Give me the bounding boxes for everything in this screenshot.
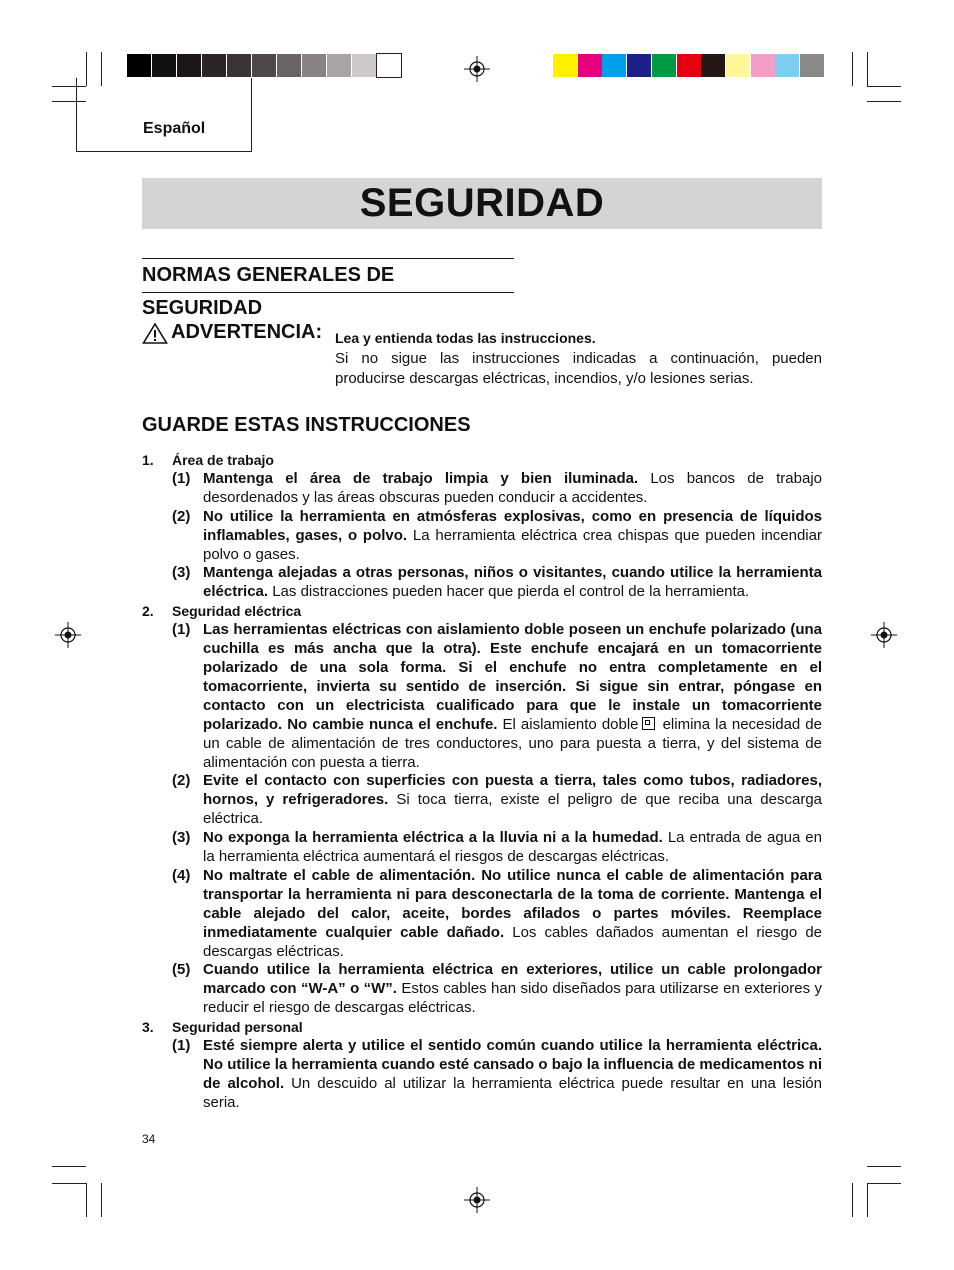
crop-mark — [867, 1166, 901, 1167]
color-swatch — [677, 54, 701, 77]
color-swatch — [652, 54, 676, 77]
color-swatch — [277, 54, 301, 77]
item-bold-text: Mantenga el área de trabajo limpia y bien iluminada. — [203, 469, 639, 487]
item-text — [203, 564, 822, 602]
item-number: (3) — [172, 564, 191, 582]
registration-mark-icon — [464, 56, 490, 82]
warning-label — [142, 321, 322, 344]
color-swatch — [177, 54, 201, 77]
item-text — [203, 772, 822, 829]
item-bold-text: No exponga la herramienta eléctrica a la lluvia ni a la humedad. — [203, 829, 663, 847]
crop-mark — [867, 1183, 868, 1217]
color-swatch — [202, 54, 226, 77]
item-bold-text: Cuando utilice la herramienta eléctrica en exteriores, utilice un cable prolongador marcado con “W-A” o “W”. — [203, 961, 822, 998]
item-bold-text: Mantenga alejadas a otras personas, niños o visitantes, cuando utilice la herramienta eléctrica. — [203, 564, 822, 601]
item-plain-text: Las distracciones pueden hacer que pierda el control de la herramienta. — [268, 583, 750, 601]
registration-mark-icon — [464, 1187, 490, 1213]
crop-mark — [52, 1183, 86, 1184]
category-heading — [142, 602, 822, 621]
list-item — [142, 470, 822, 508]
item-text — [203, 961, 822, 1018]
item-text — [203, 867, 822, 962]
item-bold-text: No maltrate el cable de alimentación. No utilice nunca el cable de alimentación para transportar la herramienta ni para desconectarla de la toma de corriente. Mantenga el cable alejado del calor, aceite, bordes afilados o partes móviles. Reemplace inmediatamente cualquier cable dañado. — [203, 866, 822, 941]
color-swatch — [302, 54, 326, 77]
list-item — [142, 1037, 822, 1113]
registration-mark-icon — [55, 622, 81, 648]
color-swatch — [352, 54, 376, 77]
warning-text — [335, 328, 822, 389]
color-swatch — [227, 54, 251, 77]
item-text — [203, 829, 822, 867]
color-swatch — [252, 54, 276, 77]
item-number: (2) — [172, 507, 191, 525]
item-bold-text: Esté siempre alerta y utilice el sentido común cuando utilice la herramienta eléctrica. No utilice la herramienta cuando esté cansado o bajo la influencia de medicamentos ni de alcohol. — [203, 1037, 822, 1092]
save-instructions-heading: GUARDE ESTAS INSTRUCCIONES — [142, 414, 471, 436]
color-swatch — [602, 54, 626, 77]
item-number: (2) — [172, 772, 191, 790]
list-item — [142, 508, 822, 565]
list-item — [142, 564, 822, 602]
item-plain-text: Los bancos de trabajo desordenados y las áreas obscuras pueden conducir a accidentes. — [203, 469, 822, 506]
item-number: (1) — [172, 621, 191, 639]
item-bold-text: No utilice la herramienta en atmósferas explosivas, como en presencia de líquidos inflamables, gases, o polvo. — [203, 507, 822, 544]
color-swatch — [152, 54, 176, 77]
crop-mark — [852, 1183, 853, 1217]
item-plain-text: elimina la necesidad de un cable de alimentación de tres conductores, uno para puesta a tierra, y del sistema de alimentación con puesta a tierra. — [203, 715, 822, 771]
color-swatch — [701, 54, 725, 77]
item-plain-text: La herramienta eléctrica crea chispas que pueden incendiar polvo o gases. — [203, 526, 822, 563]
item-number: (1) — [172, 469, 191, 487]
crop-mark — [101, 1183, 102, 1217]
page-number: 34 — [142, 1132, 156, 1146]
color-swatch — [553, 54, 577, 77]
item-number: (5) — [172, 961, 191, 979]
category-heading — [142, 451, 822, 470]
item-plain-text: Estos cables han sido diseñados para utilizarse en exteriores y reducir el riesgo de descargas eléctricas. — [203, 980, 822, 1017]
color-swatch — [775, 54, 799, 77]
crop-mark — [52, 1166, 86, 1167]
language-label: Español — [143, 120, 206, 137]
category-heading — [142, 1018, 822, 1037]
item-plain-text: La entrada de agua en la herramienta eléctrica aumentará el riesgos de descargas eléctricas. — [203, 829, 822, 866]
safety-rules-list — [142, 451, 822, 1113]
category-number: 2. — [142, 603, 154, 620]
category-title: Seguridad personal — [172, 1019, 303, 1036]
warning-triangle-icon — [142, 322, 168, 344]
crop-mark — [867, 52, 868, 86]
crop-mark — [852, 52, 853, 86]
item-text — [203, 1037, 822, 1113]
category-number: 3. — [142, 1019, 154, 1036]
color-swatch — [726, 54, 750, 77]
list-item — [142, 621, 822, 772]
item-text — [203, 470, 822, 508]
category-number: 1. — [142, 452, 154, 468]
color-swatch — [751, 54, 775, 77]
list-item — [142, 867, 822, 962]
list-item — [142, 829, 822, 867]
item-plain-text: Un descuido al utilizar la herramienta eléctrica puede resultar en una lesión seria. — [203, 1074, 822, 1111]
crop-mark — [86, 1183, 87, 1217]
page-title: SEGURIDAD — [359, 181, 605, 225]
item-text — [203, 621, 822, 772]
crop-mark — [867, 86, 901, 87]
color-swatch — [627, 54, 651, 77]
item-bold-text: Las herramientas eléctricas con aislamiento doble poseen un enchufe polarizado (una cuchilla es más ancha que la otra). Este enchufe encajará en un tomacorriente polarizado de una sola forma. Si el enchufe no entra completamente en el tomacorriente, invierta su sentido de inserción. Si sigue sin entrar, póngase en contacto con un electricista cualificado para que le instale un tomacorriente polarizado. No cambie nunca el enchufe. — [203, 621, 822, 733]
registration-mark-icon — [871, 622, 897, 648]
title-bar — [142, 178, 822, 229]
color-swatch — [800, 54, 824, 77]
color-swatch — [578, 54, 602, 77]
item-text — [203, 508, 822, 565]
crop-mark — [867, 101, 901, 102]
item-plain-text: Si toca tierra, existe el peligro de que reciba una descarga eléctrica. — [203, 791, 822, 828]
section-heading-box — [142, 258, 514, 319]
item-number: (1) — [172, 1037, 191, 1055]
color-swatch — [377, 54, 401, 77]
item-number: (3) — [172, 829, 191, 847]
category-title: Seguridad eléctrica — [172, 603, 302, 620]
color-swatch — [127, 54, 151, 77]
warning-title: ADVERTENCIA: — [171, 321, 323, 343]
crop-mark — [867, 1183, 901, 1184]
color-swatch — [327, 54, 351, 77]
item-bold-text: Evite el contacto con superficies con puesta a tierra, tales como tubos, radiadores, hornos, y refrigeradores. — [203, 772, 822, 809]
language-tab — [76, 78, 252, 152]
section-heading: NORMAS GENERALES DE SEGURIDAD — [142, 264, 395, 319]
warning-body: Si no sigue las instrucciones indicadas a continuación, pueden producirse descargas eléctricas, incendios, y/o lesiones serias. — [335, 350, 822, 387]
warning-lead: Lea y entienda todas las instrucciones. — [335, 330, 596, 346]
list-item — [142, 961, 822, 1018]
category-title: Área de trabajo — [172, 452, 274, 468]
item-plain-text: Los cables dañados aumentan el riesgo de descargas eléctricas. — [203, 923, 823, 960]
item-plain-text: El aislamiento doble — [497, 715, 639, 733]
list-item — [142, 772, 822, 829]
double-insulation-icon — [642, 717, 655, 730]
item-number: (4) — [172, 866, 191, 884]
